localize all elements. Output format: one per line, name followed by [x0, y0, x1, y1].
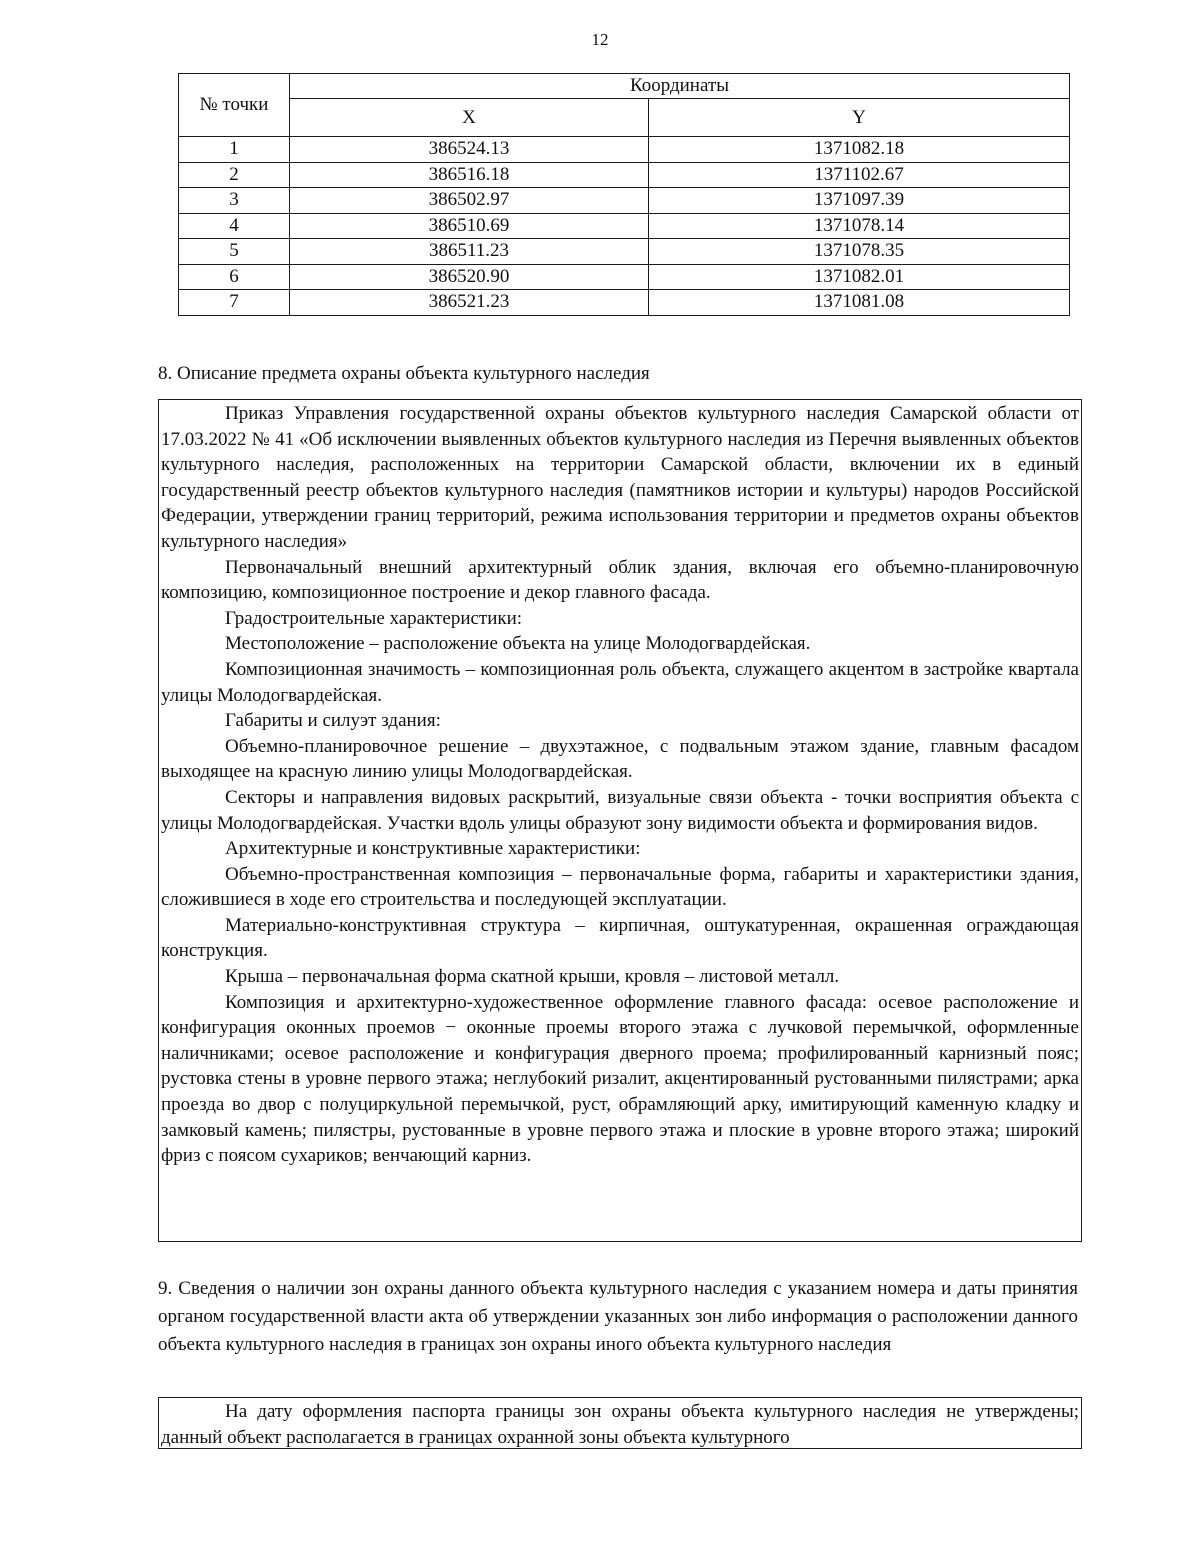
table-row: [179, 188, 1070, 214]
paragraph-facade-composition: Композиция и архитектурно-художественное оформление главного фасада: осевое расположение и конфигурация оконных проемов − оконные проемы второго этажа с лучковой перемычкой, оформленные наличниками; осевое расположение и конфигурация дверного проема; профилированный карнизный пояс; рустовка стены в уровне первого этажа; неглубокий ризалит, акцентированный рустованными пилястрами; арка проезда во двор с полуциркульной перемычкой, руст, обрамляющий арку, имитирующий каменную кладку и замковый камень; пилястры, рустованные в уровне первого этажа и плоские в уровне второго этажа; широкий фриз с поясом сухариков; венчающий карниз.: [161, 991, 1079, 1167]
x-cell: 386510.69: [290, 213, 649, 239]
section-9-heading: 9. Сведения о наличии зон охраны данного объекта культурного наследия с указанием номера и даты принятия органом государственной власти акта об утверждении указанных зон либо информация о расположении данного объекта культурного наследия в границах зон охраны иного объекта культурного наследия: [158, 1278, 1078, 1355]
paragraph-compositional-significance: Композиционная значимость – композиционная роль объекта, служащего акцентом в застройке квартала улицы Молодогвардейская.: [161, 658, 1079, 706]
table-row: [179, 290, 1070, 316]
paragraph-roof: Крыша – первоначальная форма скатной крыши, кровля – листовой металл.: [225, 966, 840, 988]
point-number-cell: 7: [179, 290, 290, 316]
x-cell: 386520.90: [290, 264, 649, 290]
page-number: 12: [591, 30, 609, 49]
header-y: Y: [649, 99, 1070, 137]
header-x: X: [290, 99, 649, 137]
x-cell: 386516.18: [290, 162, 649, 188]
y-cell: 1371082.01: [649, 264, 1070, 290]
table-row: [179, 264, 1070, 290]
paragraph-original-appearance: Первоначальный внешний архитектурный облик здания, включая его объемно-планировочную композицию, композиционное построение и декор главного фасада.: [161, 556, 1079, 604]
y-cell: 1371097.39: [649, 188, 1070, 214]
y-cell: 1371081.08: [649, 290, 1070, 316]
y-cell: 1371078.35: [649, 239, 1070, 265]
table-row: [179, 137, 1070, 163]
protection-subject-box: [158, 399, 1082, 1242]
paragraph-location: Местоположение – расположение объекта на улице Молодогвардейская.: [225, 633, 811, 655]
section-8-heading: 8. Описание предмета охраны объекта культурного наследия: [158, 363, 650, 384]
table-row: [179, 162, 1070, 188]
paragraph-order-reference: Приказ Управления государственной охраны объектов культурного наследия Самарской области от 17.03.2022 № 41 «Об исключении выявленных объектов культурного наследия из Перечня выявленных объектов культурного наследия, расположенных на территории Самарской области, включении их в единый государственный реестр объектов культурного наследия (памятников истории и культуры) народов Российской Федерации, утверждении границ территорий, режима использования территории и предметов охраны объектов культурного наследия»: [161, 403, 1079, 552]
point-number-cell: 6: [179, 264, 290, 290]
table-row: [179, 239, 1070, 265]
point-number-cell: 1: [179, 137, 290, 163]
point-number-cell: 3: [179, 188, 290, 214]
protection-zones-box: [158, 1397, 1082, 1449]
paragraph-dimensions-silhouette: Габариты и силуэт здания:: [225, 710, 441, 732]
y-cell: 1371082.18: [649, 137, 1070, 163]
coordinates-table: [178, 73, 1070, 316]
x-cell: 386511.23: [290, 239, 649, 265]
paragraph-urban-characteristics: Градостроительные характеристики:: [225, 607, 523, 629]
paragraph-protection-zones: На дату оформления паспорта границы зон охраны объекта культурного наследия не утверждены; данный объект располагается в границах охранной зоны объекта культурного: [161, 1401, 1079, 1448]
point-number-cell: 4: [179, 213, 290, 239]
paragraph-material-structure: Материально-конструктивная структура – кирпичная, оштукатуренная, окрашенная ограждающая конструкция.: [161, 914, 1079, 962]
y-cell: 1371078.14: [649, 213, 1070, 239]
point-number-cell: 5: [179, 239, 290, 265]
y-cell: 1371102.67: [649, 162, 1070, 188]
paragraph-view-sectors: Секторы и направления видовых раскрытий, визуальные связи объекта - точки восприятия объекта с улицы Молодогвардейская. Участки вдоль улицы образуют зону видимости объекта и формирования видов.: [161, 786, 1079, 834]
point-number-cell: 2: [179, 162, 290, 188]
paragraph-spatial-composition: Объемно-пространственная композиция – первоначальные форма, габариты и характеристики здания, сложившиеся в ходе его строительства и последующей эксплуатации.: [161, 863, 1079, 911]
paragraph-architectural-characteristics: Архитектурные и конструктивные характеристики:: [225, 838, 641, 860]
header-point-number: № точки: [179, 74, 290, 137]
paragraph-planning-solution: Объемно-планировочное решение – двухэтажное, с подвальным этажом здание, главным фасадом выходящее на красную линию улицы Молодогвардейская.: [161, 735, 1079, 783]
x-cell: 386521.23: [290, 290, 649, 316]
table-row: [179, 213, 1070, 239]
x-cell: 386524.13: [290, 137, 649, 163]
header-coordinates: Координаты: [290, 74, 1070, 99]
x-cell: 386502.97: [290, 188, 649, 214]
